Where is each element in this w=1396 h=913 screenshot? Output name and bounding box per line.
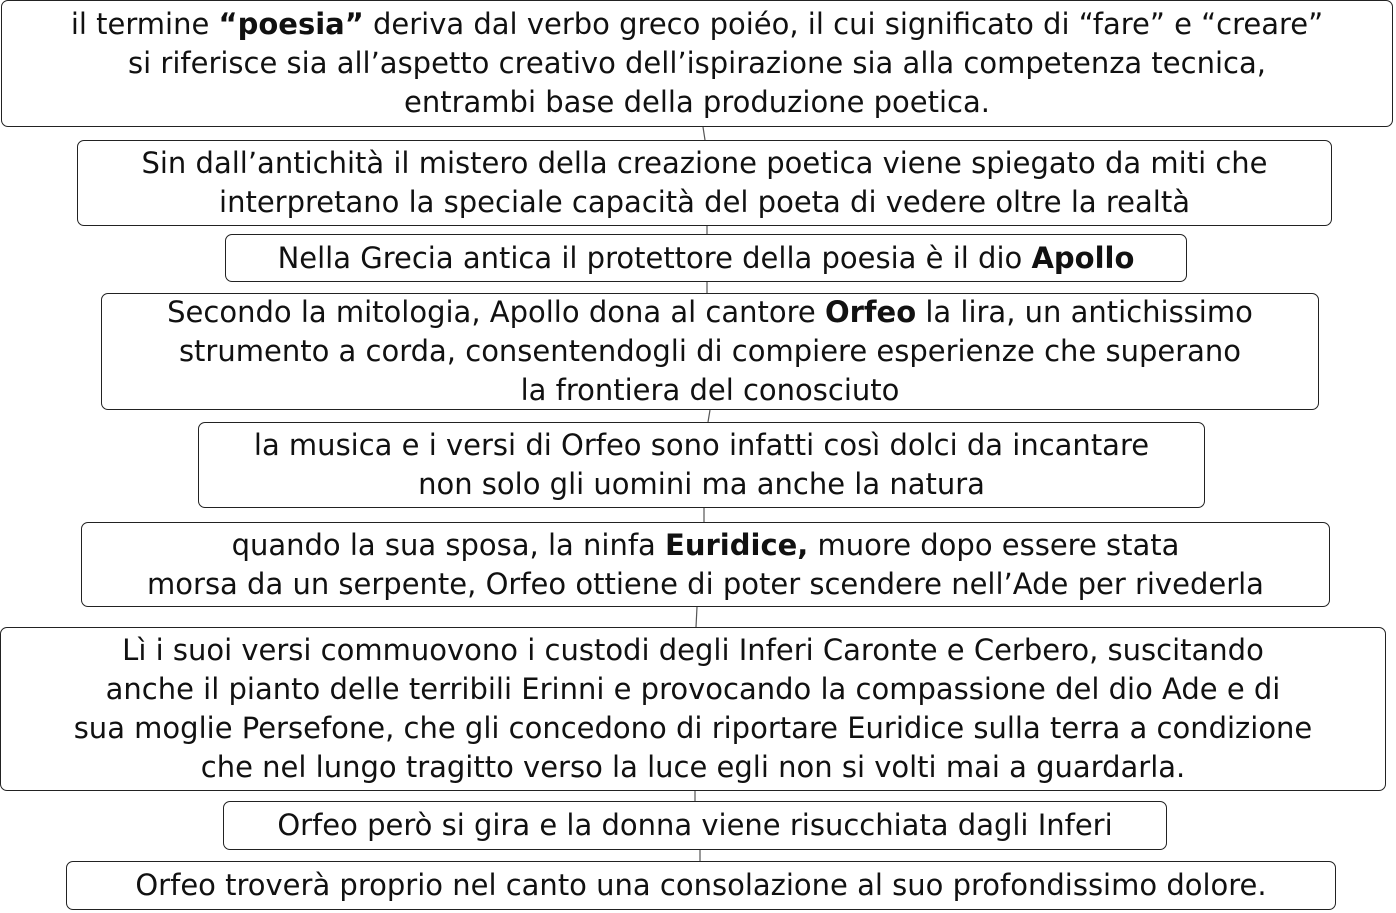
text-segment: quando la sua sposa, la ninfa — [231, 527, 666, 562]
text-segment: interpretano la speciale capacità del poeta di vedere oltre la realtà — [219, 185, 1190, 219]
node-text-line — [1, 709, 1385, 748]
bold-keyword: Orfeo — [824, 295, 917, 329]
node-text-line — [67, 866, 1335, 905]
node-orfeo-turns — [223, 801, 1167, 850]
node-text-line — [82, 565, 1329, 604]
node-orfeo-lyre — [101, 293, 1319, 410]
node-text-line — [82, 526, 1329, 565]
node-text-line — [199, 465, 1204, 504]
text-segment: la musica e i versi di Orfeo sono infatti così dolci da incantare — [253, 428, 1150, 462]
text-segment: la lira, un antichissimo — [916, 295, 1253, 329]
node-text-line — [224, 806, 1166, 845]
text-segment: il termine — [70, 7, 219, 41]
text-segment: Nella Grecia antica il protettore della poesia è il dio — [277, 240, 1032, 275]
node-text-line — [2, 44, 1392, 83]
node-orfeo-music — [198, 422, 1205, 508]
connector-6-7 — [696, 607, 697, 627]
text-segment: non solo gli uomini ma anche la natura — [418, 467, 985, 501]
node-text-line — [78, 183, 1331, 222]
node-text-line — [102, 332, 1318, 371]
node-text-line — [226, 239, 1186, 278]
text-segment: muore dopo essere stata — [808, 527, 1180, 562]
node-text-line — [1, 670, 1385, 709]
text-segment: Sin dall’antichità il mistero della creazione poetica viene spiegato da miti che — [141, 146, 1268, 180]
text-segment: sua moglie Persefone, che gli concedono di riportare Euridice sulla terra a condizione — [73, 711, 1313, 745]
connector-4-5 — [708, 410, 710, 422]
text-segment: entrambi base della produzione poetica. — [404, 85, 990, 119]
node-consolation — [66, 861, 1336, 910]
node-euridice-death — [81, 522, 1330, 607]
connector-1-2 — [703, 127, 705, 140]
node-text-line — [1, 748, 1385, 787]
node-underworld — [0, 627, 1386, 791]
text-segment: Orfeo troverà proprio nel canto una consolazione al suo profondissimo dolore. — [135, 868, 1267, 902]
text-segment: Secondo la mitologia, Apollo dona al cantore — [167, 295, 825, 329]
node-myths-antiquity — [77, 140, 1332, 226]
node-apollo-protector — [225, 234, 1187, 282]
text-segment: si riferisce sia all’aspetto creativo dell’ispirazione sia alla competenza tecnica, — [128, 46, 1266, 80]
bold-keyword: Euridice, — [665, 527, 809, 562]
node-text-line — [1, 631, 1385, 670]
node-text-line — [78, 144, 1331, 183]
text-segment: morsa da un serpente, Orfeo ottiene di poter scendere nell’Ade per rivederla — [147, 566, 1264, 601]
bold-keyword: “poesia” — [218, 7, 364, 41]
bold-keyword: Apollo — [1031, 240, 1135, 275]
node-text-line — [199, 426, 1204, 465]
text-segment: la frontiera del conosciuto — [520, 373, 900, 407]
text-segment: deriva dal verbo greco poiéo, il cui significato di “fare” e “creare” — [363, 7, 1324, 41]
node-text-line — [2, 83, 1392, 122]
node-text-line — [102, 293, 1318, 332]
text-segment: strumento a corda, consentendogli di compiere esperienze che superano — [178, 334, 1242, 368]
node-poesia-definition — [1, 0, 1393, 127]
text-segment: anche il pianto delle terribili Erinni e provocando la compassione del dio Ade e di — [105, 672, 1281, 706]
text-segment: Lì i suoi versi commuovono i custodi degli Inferi Caronte e Cerbero, suscitando — [122, 633, 1264, 667]
node-text-line — [2, 5, 1392, 44]
text-segment: che nel lungo tragitto verso la luce egli non si volti mai a guardarla. — [200, 750, 1186, 784]
text-segment: Orfeo però si gira e la donna viene risucchiata dagli Inferi — [277, 808, 1113, 842]
node-text-line — [102, 371, 1318, 410]
